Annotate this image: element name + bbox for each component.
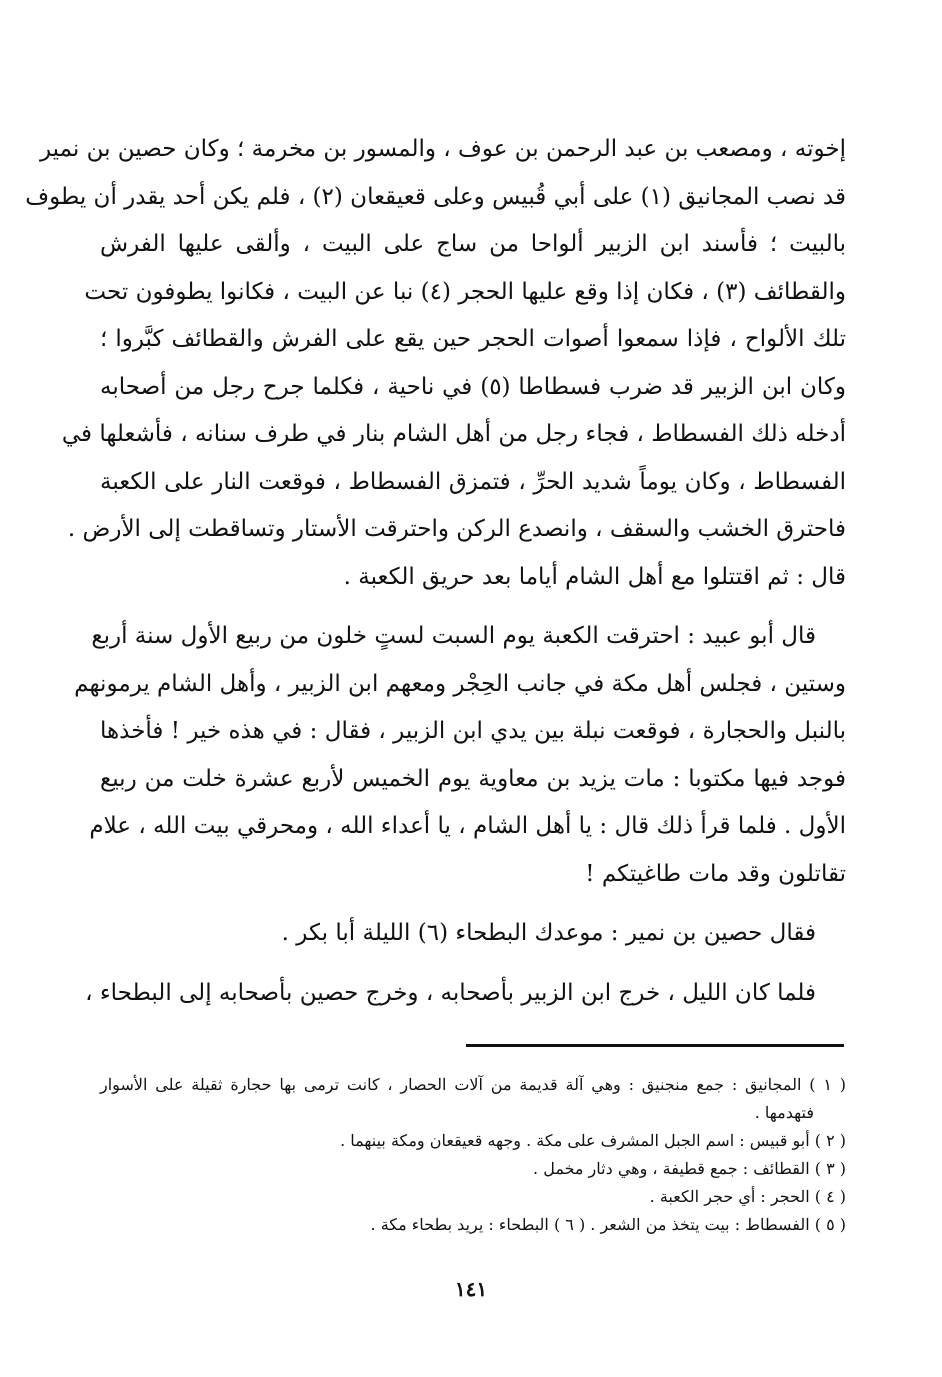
page-number: ١٤١ [454,1277,488,1301]
text-line: فقال حصين بن نمير : موعدك البطحاء (٦) الليلة أبا بكر . [281,920,816,946]
text-line: بالنبل والحجارة ، فوقعت نبلة بين يدي ابن الزبير ، فقال : في هذه خير ! فأخذها [100,718,846,744]
text-line: قال أبو عبيد : احترقت الكعبة يوم السبت لستٍ خلون من ربيع الأول سنة أربع [91,623,816,649]
footnote-continuation: فتهدمها . [754,1103,814,1122]
text-line: فاحترق الخشب والسقف ، وانصدع الركن واحترقت الأستار وتساقطت إلى الأرض . [67,516,846,542]
text-line: الفسطاط ، وكان يوماً شديد الحرِّ ، فتمزق الفسطاط ، فوقعت النار على الكعبة [100,468,846,495]
text-line: والقطائف (٣) ، فكان إذا وقع عليها الحجر (٤) نبا عن البيت ، فكانوا يطوفون تحت [84,278,846,305]
text-line: قد نصب المجانيق (١) على أبي قُبيس وعلى قعيقعان (٢) ، فلم يكن أحد يقدر أن يطوف [25,183,846,210]
text-line: بالبيت ؛ فأسند ابن الزبير ألواحا من ساج على البيت ، وألقى عليها الفرش [100,231,846,257]
text-line: وستين ، فجلس أهل مكة في جانب الحِجْر ومعهم ابن الزبير ، وأهل الشام يرمونهم [74,670,846,697]
text-line: فوجد فيها مكتوبا : مات يزيد بن معاوية يوم الخميس لأربع عشرة خلت من ربيع [100,765,846,792]
text-line: تقاتلون وقد مات طاغيتكم ! [585,860,846,887]
footnote: ( ١ ) المجانيق : جمع منجنيق : وهي آلة قديمة من آلات الحصار ، كانت ترمى بها حجارة ثقيلة على الأسوار [100,1075,847,1094]
main-text [25,126,846,1017]
footnote: ( ٤ ) الحجر : أي حجر الكعبة . [649,1187,846,1206]
text-line: قال : ثم اقتتلوا مع أهل الشام أياما بعد حريق الكعبة . [343,563,846,590]
footnote: ( ٢ ) أبو قبيس : اسم الجبل المشرف على مكة . وجهه قعيقعان ومكة بينهما . [340,1131,846,1150]
text-line: تلك الألواح ، فإذا سمعوا أصوات الحجر حين يقع على الفرش والقطائف كبَّروا ؛ [100,326,846,352]
text-line: أدخله ذلك الفسطاط ، فجاء رجل من أهل الشام بنار في طرف سنانه ، فأشعلها في [61,421,846,447]
paragraph-gap [100,958,846,970]
footnote: ( ٥ ) الفسطاط : بيت يتخذ من الشعر . ( ٦ ) البطحاء : يريد بطحاء مكة . [370,1215,846,1234]
paragraph-gap [100,601,846,613]
footnote-separator [466,1044,844,1047]
footnote: ( ٣ ) القطائف : جمع قطيفة ، وهي دثار مخمل . [533,1159,846,1178]
footnotes [100,1071,846,1239]
text-line: فلما كان الليل ، خرج ابن الزبير بأصحابه ، وخرج حصين بأصحابه إلى البطحاء ، [85,979,816,1006]
text-line: الأول . فلما قرأ ذلك قال : يا أهل الشام ، يا أعداء الله ، ومحرقي بيت الله ، علام [89,813,846,839]
text-line: إخوته ، ومصعب بن عبد الرحمن بن عوف ، والمسور بن مخرمة ؛ وكان حصين بن نمير [39,136,846,162]
text-line: وكان ابن الزبير قد ضرب فسطاطا (٥) في ناحية ، فكلما جرح رجل من أصحابه [100,373,846,400]
paragraph-gap [100,898,846,910]
